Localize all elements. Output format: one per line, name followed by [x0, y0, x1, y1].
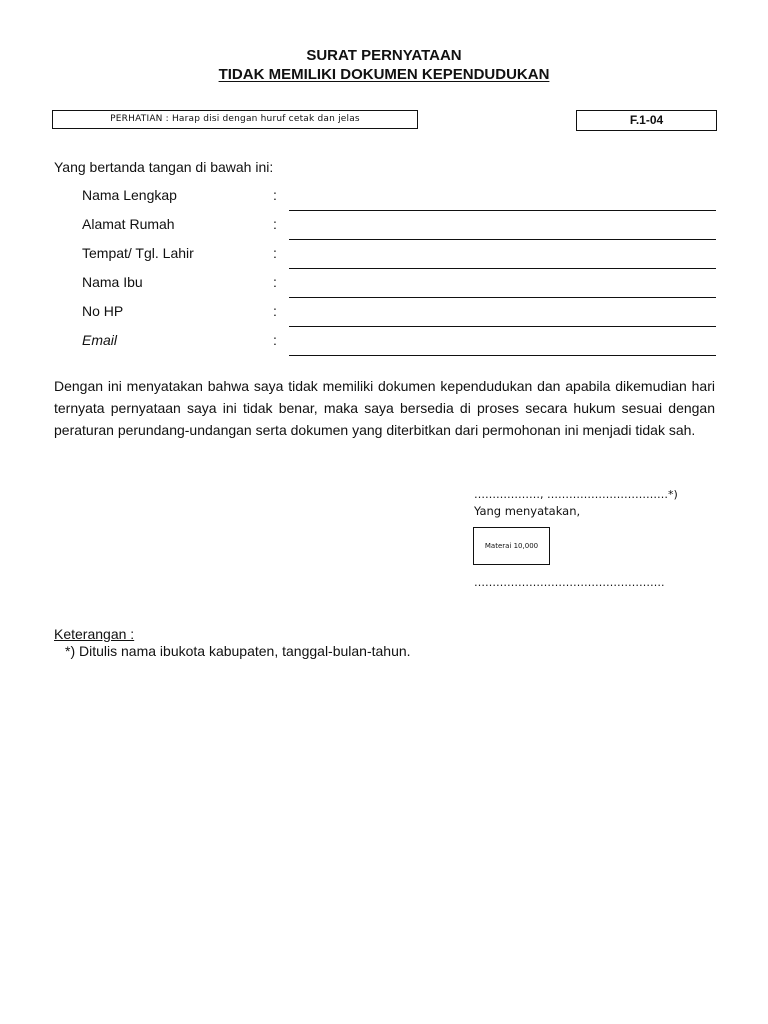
notice-box: PERHATIAN : Harap disi dengan huruf cetak dan jelas — [52, 110, 418, 129]
field-colon: : — [273, 245, 277, 261]
field-label-nama-ibu: Nama Ibu — [82, 274, 143, 290]
document-subtitle — [0, 66, 768, 83]
signature-name-line: ……………………………………………. — [474, 576, 665, 589]
notes-item: *) Ditulis nama ibukota kabupaten, tanggal-bulan-tahun. — [65, 643, 411, 659]
field-label-no-hp: No HP — [82, 303, 124, 319]
statement-paragraph: Dengan ini menyatakan bahwa saya tidak memiliki dokumen kependudukan dan apabila dikemudian hari ternyata pernyataan saya ini tidak benar, maka saya bersedia di proses secara hukum sesuai dengan peraturan perundang-undangan serta dokumen yang diterbitkan dari permohonan ini menjadi tidak sah. — [54, 378, 715, 438]
field-colon: : — [273, 332, 277, 348]
field-colon: : — [273, 303, 277, 319]
field-colon: : — [273, 187, 277, 203]
field-colon: : — [273, 216, 277, 232]
field-line-email[interactable] — [289, 355, 716, 356]
field-line-nama-ibu[interactable] — [289, 297, 716, 298]
intro-text: Yang bertanda tangan di bawah ini: — [54, 159, 274, 175]
notes-title: Keterangan : — [54, 626, 135, 642]
stamp-box: Materai 10,000 — [473, 527, 550, 565]
document-subtitle-text: TIDAK MEMILIKI DOKUMEN KEPENDUDUKAN — [218, 66, 550, 83]
field-label-email: Email — [82, 332, 118, 348]
form-code-box: F.1-04 — [576, 110, 717, 131]
field-line-no-hp[interactable] — [289, 326, 716, 327]
signature-declarant-label: Yang menyatakan, — [474, 504, 581, 518]
field-line-alamat-rumah[interactable] — [289, 239, 716, 240]
field-label-tempat-tgl-lahir: Tempat/ Tgl. Lahir — [82, 245, 194, 261]
field-line-nama-lengkap[interactable] — [289, 210, 716, 211]
field-label-nama-lengkap: Nama Lengkap — [82, 187, 177, 203]
field-colon: : — [273, 274, 277, 290]
field-line-tempat-tgl-lahir[interactable] — [289, 268, 716, 269]
document-title: SURAT PERNYATAAN — [306, 47, 462, 64]
field-label-alamat-rumah: Alamat Rumah — [82, 216, 175, 232]
signature-place-date: ………………, ……………………………*) — [474, 488, 678, 501]
